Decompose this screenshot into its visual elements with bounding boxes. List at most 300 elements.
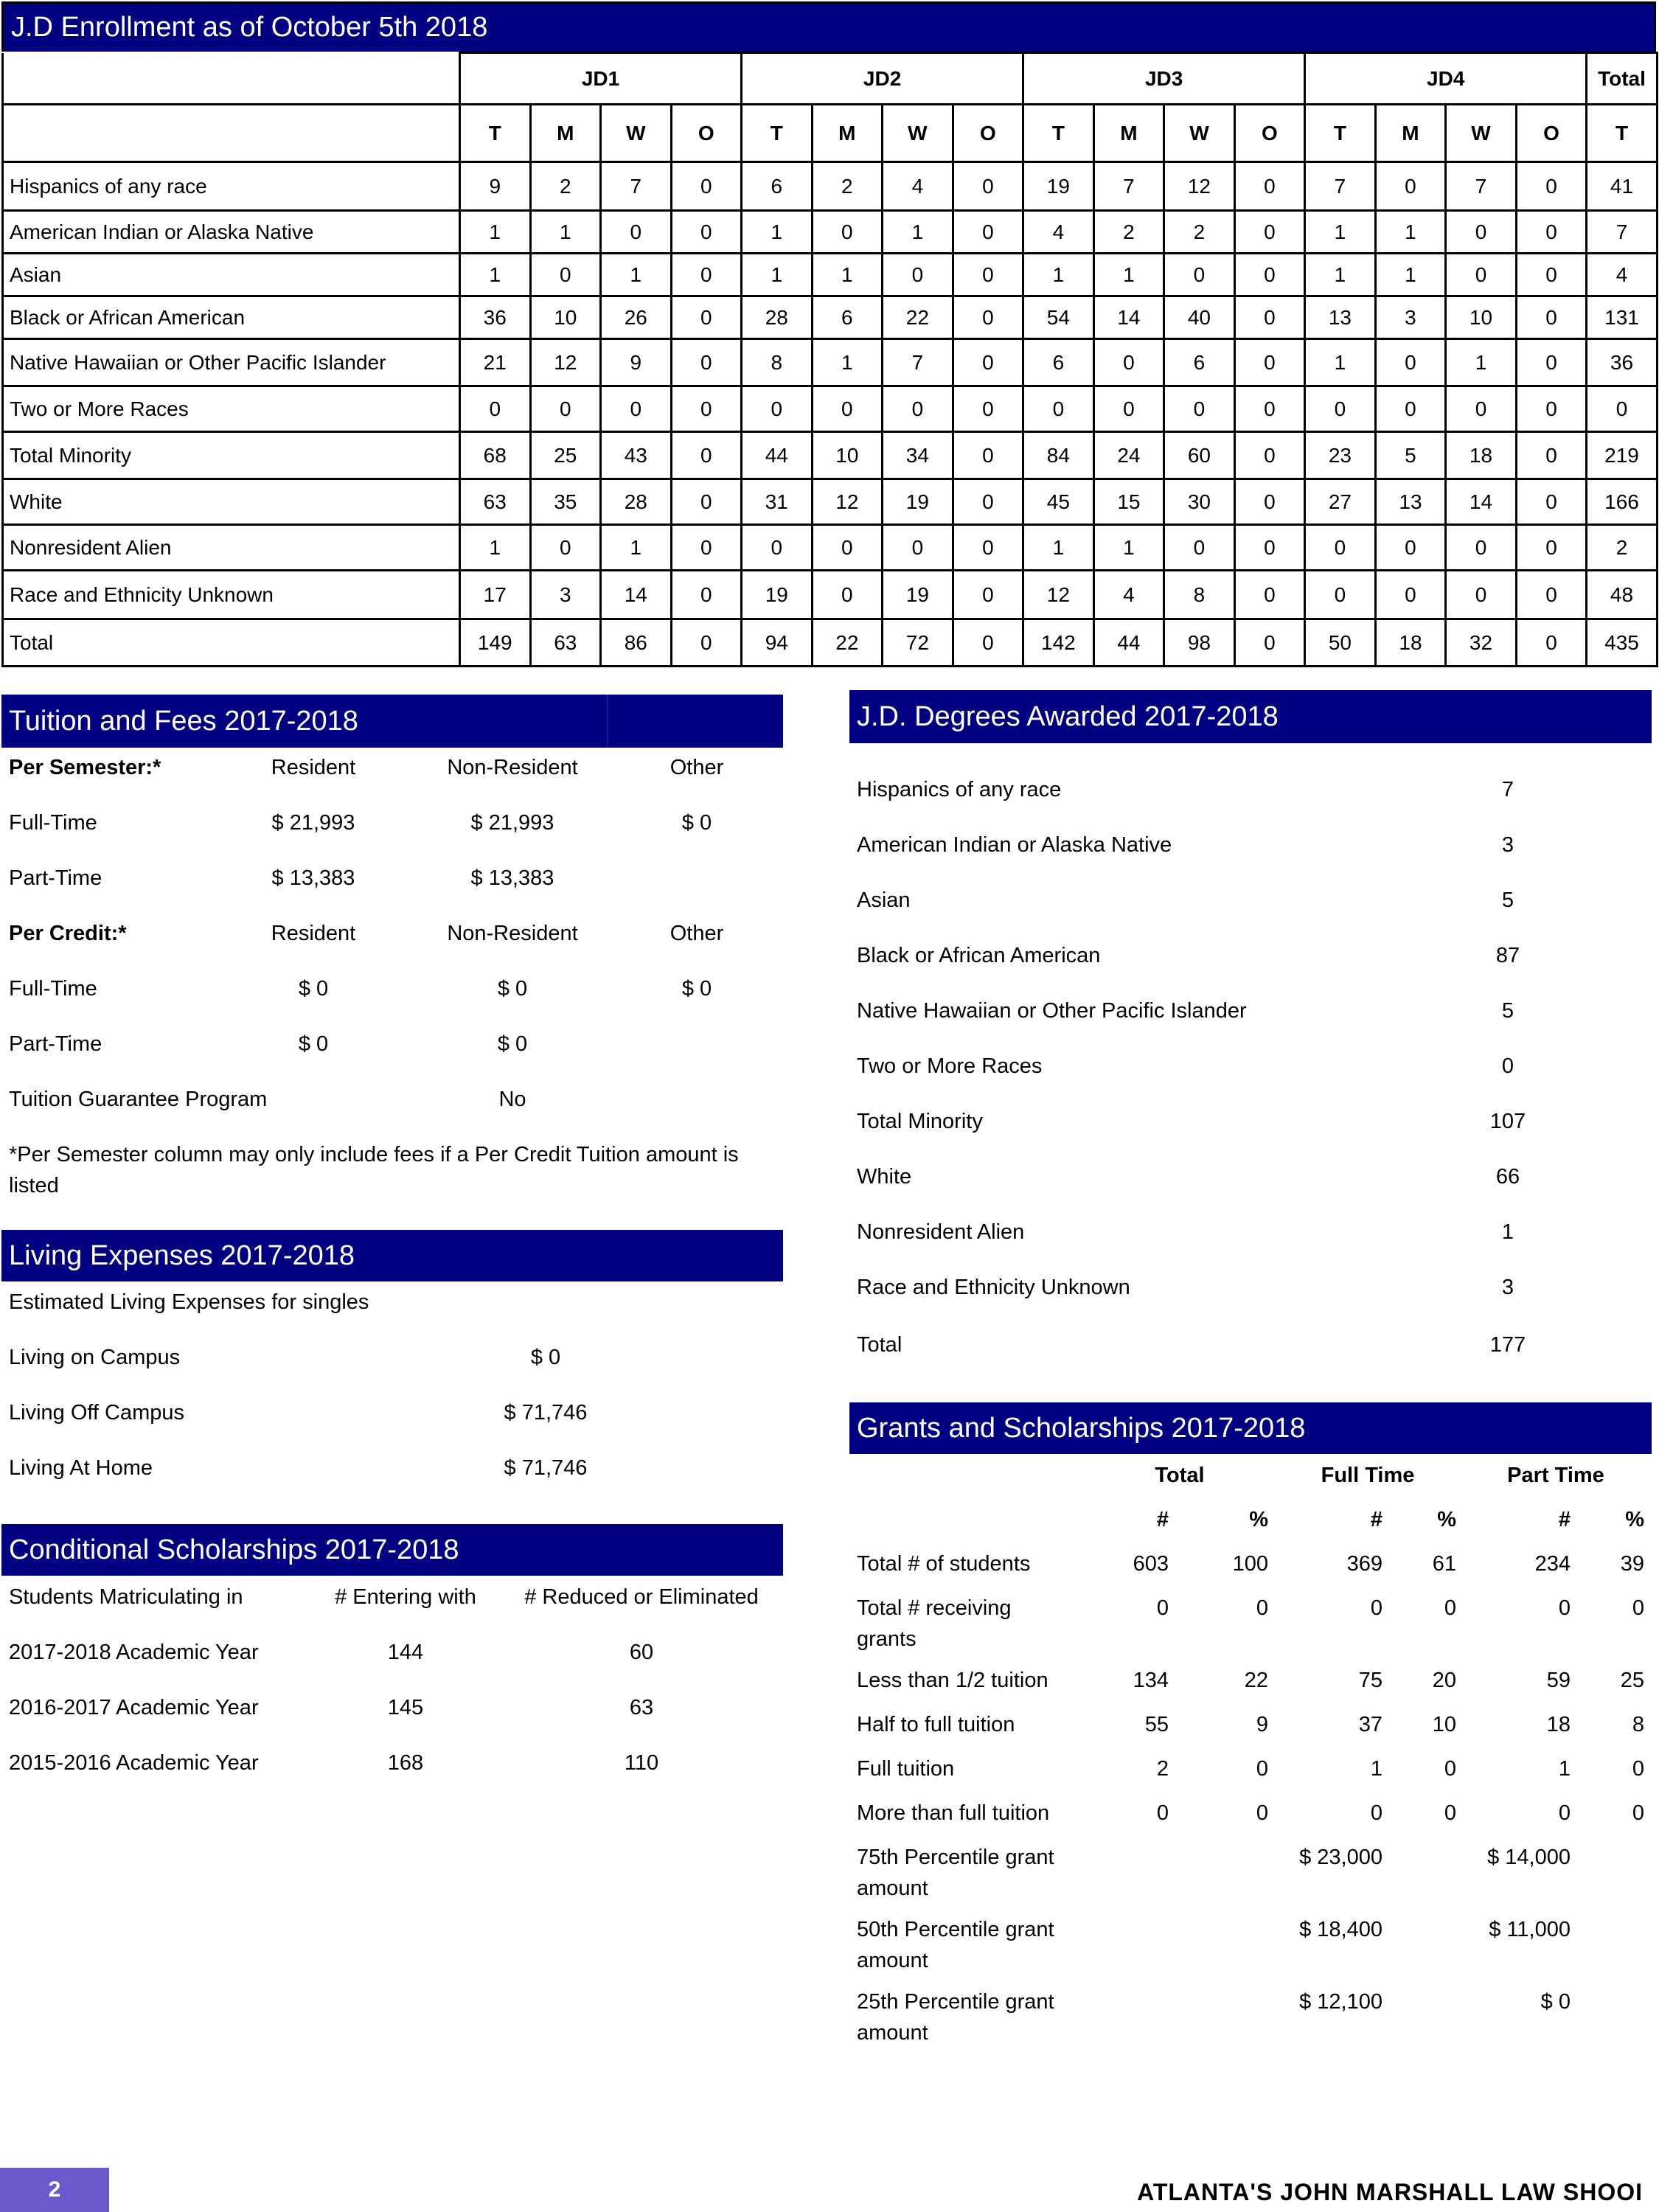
tuition-col-other: Other <box>669 922 724 945</box>
enrollment-cell: 0 <box>1516 479 1587 525</box>
enrollment-cell: 18 <box>1446 432 1517 479</box>
living-row-value: $ 71,746 <box>504 1401 588 1425</box>
enrollment-cell: 0 <box>671 296 742 339</box>
enrollment-cell: 1 <box>1093 525 1164 571</box>
footer-school-name: ATLANTA'S JOHN MARSHALL LAW SHOOI <box>1137 2179 1643 2205</box>
enrollment-row-label: Two or More Races <box>3 386 460 432</box>
grants-cell: 18 <box>1546 1713 1571 1736</box>
enrollment-cell: 0 <box>1093 386 1164 432</box>
enrollment-row-label: Asian <box>3 254 460 296</box>
enrollment-cell: 8 <box>742 339 813 386</box>
grants-cell: 75 <box>1358 1669 1382 1692</box>
enrollment-cell: 1 <box>1023 254 1094 296</box>
enrollment-subheader-cell: W <box>1446 105 1517 162</box>
enrollment-cell: 7 <box>601 162 672 211</box>
degrees-row-label: Nonresident Alien <box>857 1220 1025 1244</box>
enrollment-cell: 15 <box>1093 479 1164 525</box>
conditional-entering-value: 145 <box>387 1696 424 1719</box>
enrollment-cell: 6 <box>812 296 883 339</box>
grants-cell: 1 <box>1558 1757 1571 1781</box>
enrollment-cell: 0 <box>953 386 1023 432</box>
enrollment-cell: 9 <box>460 162 531 211</box>
grants-row-label: Total # of students <box>857 1552 1031 1576</box>
tuition-row-label: Part-Time <box>9 1032 102 1056</box>
enrollment-cell: 12 <box>1023 571 1094 619</box>
enrollment-table <box>1 52 1658 667</box>
enrollment-subheader-cell: M <box>530 105 601 162</box>
conditional-row-label: 2017-2018 Academic Year <box>9 1641 259 1664</box>
enrollment-row-label: Total Minority <box>3 432 460 479</box>
grants-cell: 20 <box>1432 1669 1456 1692</box>
enrollment-row <box>3 211 1658 254</box>
conditional-col-students: Students Matriculating in <box>9 1585 243 1609</box>
enrollment-cell: 98 <box>1164 619 1235 667</box>
grants-cell: 0 <box>1370 1596 1382 1620</box>
enrollment-cell: 0 <box>530 254 601 296</box>
enrollment-cell: 0 <box>1234 432 1305 479</box>
grants-percentile-label-cont: amount <box>857 1949 928 1972</box>
enrollment-cell: 0 <box>1516 619 1587 667</box>
enrollment-cell: 10 <box>812 432 883 479</box>
grants-group-header: Total <box>1155 1464 1205 1487</box>
enrollment-cell: 0 <box>1234 296 1305 339</box>
grants-percentile-parttime: $ 11,000 <box>1489 1918 1571 1941</box>
enrollment-cell: 0 <box>883 386 953 432</box>
enrollment-cell: 6 <box>1164 339 1235 386</box>
grants-cell: 0 <box>1256 1596 1268 1620</box>
grants-subheader: % <box>1437 1508 1456 1531</box>
grants-cell: 55 <box>1144 1713 1169 1736</box>
enrollment-cell: 131 <box>1587 296 1658 339</box>
degrees-row-value: 107 <box>1489 1110 1526 1133</box>
grants-cell: 0 <box>1558 1801 1571 1825</box>
conditional-col-reduced: # Reduced or Eliminated <box>524 1585 759 1609</box>
enrollment-subheader-cell: O <box>1234 105 1305 162</box>
enrollment-cell: 0 <box>953 211 1023 254</box>
enrollment-subheader-cell: M <box>1093 105 1164 162</box>
grants-cell: 134 <box>1133 1669 1169 1692</box>
enrollment-cell: 1 <box>1093 254 1164 296</box>
tuition-nonresident-value: $ 13,383 <box>470 866 554 890</box>
enrollment-cell: 0 <box>1446 254 1517 296</box>
enrollment-cell: 94 <box>742 619 813 667</box>
enrollment-cell: 21 <box>460 339 531 386</box>
enrollment-cell: 142 <box>1023 619 1094 667</box>
tuition-nonresident-value: $ 0 <box>497 977 528 1001</box>
enrollment-cell: 18 <box>1375 619 1446 667</box>
enrollment-group-jd2: JD2 <box>742 53 1023 105</box>
enrollment-cell: 35 <box>530 479 601 525</box>
page-number: 2 <box>48 2177 61 2202</box>
grants-cell: 1 <box>1370 1757 1382 1781</box>
enrollment-cell: 1 <box>1446 339 1517 386</box>
enrollment-cell: 1 <box>601 525 672 571</box>
enrollment-cell: 0 <box>1587 386 1658 432</box>
enrollment-corner-cell <box>3 53 460 105</box>
enrollment-cell: 0 <box>671 432 742 479</box>
grants-cell: 9 <box>1256 1713 1268 1736</box>
grants-subheader: # <box>1156 1508 1169 1531</box>
enrollment-cell: 0 <box>1234 211 1305 254</box>
grants-percentile-fulltime: $ 18,400 <box>1299 1918 1382 1941</box>
enrollment-row <box>3 619 1658 667</box>
enrollment-row <box>3 162 1658 211</box>
enrollment-cell: 19 <box>742 571 813 619</box>
enrollment-group-jd4: JD4 <box>1305 53 1587 105</box>
enrollment-row <box>3 296 1658 339</box>
enrollment-cell: 14 <box>1093 296 1164 339</box>
grants-cell: 25 <box>1620 1669 1644 1692</box>
enrollment-row-label: Black or African American <box>3 296 460 339</box>
enrollment-row-label: Nonresident Alien <box>3 525 460 571</box>
enrollment-cell: 19 <box>883 479 953 525</box>
enrollment-cell: 0 <box>953 339 1023 386</box>
conditional-entering-value: 144 <box>387 1641 424 1664</box>
enrollment-cell: 7 <box>883 339 953 386</box>
enrollment-cell: 0 <box>1234 339 1305 386</box>
grants-percentile-parttime: $ 0 <box>1540 1990 1571 2014</box>
enrollment-cell: 0 <box>671 479 742 525</box>
grants-cell: 61 <box>1432 1552 1456 1576</box>
degrees-row-value: 5 <box>1501 999 1514 1023</box>
tuition-col-resident: Resident <box>271 922 356 945</box>
enrollment-cell: 2 <box>812 162 883 211</box>
enrollment-cell: 5 <box>1375 432 1446 479</box>
grants-percentile-label: 50th Percentile grant <box>857 1918 1054 1941</box>
grants-row-label: Less than 1/2 tuition <box>857 1669 1048 1692</box>
enrollment-cell: 1 <box>1375 254 1446 296</box>
tuition-guarantee-value: No <box>498 1088 526 1111</box>
enrollment-cell: 4 <box>883 162 953 211</box>
enrollment-cell: 0 <box>953 479 1023 525</box>
enrollment-cell: 41 <box>1587 162 1658 211</box>
enrollment-cell: 0 <box>1446 525 1517 571</box>
enrollment-subheader-cell: T <box>1587 105 1658 162</box>
enrollment-cell: 44 <box>742 432 813 479</box>
degrees-row-label: Two or More Races <box>857 1054 1043 1078</box>
enrollment-row <box>3 525 1658 571</box>
enrollment-cell: 0 <box>742 525 813 571</box>
enrollment-cell: 63 <box>460 479 531 525</box>
enrollment-title-bar <box>1 1 1656 52</box>
degrees-row-value: 66 <box>1495 1165 1520 1189</box>
enrollment-cell: 0 <box>1516 254 1587 296</box>
tuition-title-bar <box>1 695 783 748</box>
enrollment-cell: 31 <box>742 479 813 525</box>
enrollment-cell: 26 <box>601 296 672 339</box>
enrollment-cell: 7 <box>1093 162 1164 211</box>
enrollment-cell: 0 <box>671 386 742 432</box>
enrollment-subheader-cell: W <box>1164 105 1235 162</box>
enrollment-cell: 0 <box>812 571 883 619</box>
enrollment-cell: 0 <box>1516 296 1587 339</box>
enrollment-cell: 14 <box>601 571 672 619</box>
enrollment-cell: 0 <box>953 296 1023 339</box>
enrollment-cell: 54 <box>1023 296 1094 339</box>
enrollment-cell: 0 <box>1375 525 1446 571</box>
grants-cell: 0 <box>1370 1801 1382 1825</box>
grants-cell: 0 <box>1156 1596 1169 1620</box>
enrollment-cell: 0 <box>812 386 883 432</box>
grants-row-label: Total # receiving <box>857 1596 1012 1620</box>
enrollment-cell: 7 <box>1446 162 1517 211</box>
degrees-row-label: Native Hawaiian or Other Pacific Islander <box>857 999 1247 1023</box>
enrollment-cell: 48 <box>1587 571 1658 619</box>
enrollment-subheader-cell: T <box>742 105 813 162</box>
tuition-resident-value: $ 13,383 <box>271 866 355 890</box>
tuition-col-resident: Resident <box>271 756 356 779</box>
tuition-row-label: Part-Time <box>9 866 102 890</box>
enrollment-row-label: American Indian or Alaska Native <box>3 211 460 254</box>
enrollment-cell: 8 <box>1164 571 1235 619</box>
tuition-nonresident-value: $ 21,993 <box>470 811 554 835</box>
enrollment-cell: 0 <box>460 386 531 432</box>
grants-cell: 37 <box>1358 1713 1382 1736</box>
enrollment-cell: 23 <box>1305 432 1376 479</box>
enrollment-cell: 1 <box>1305 254 1376 296</box>
enrollment-group-jd3: JD3 <box>1023 53 1305 105</box>
enrollment-cell: 0 <box>1516 525 1587 571</box>
grants-group-header: Full Time <box>1321 1464 1415 1487</box>
enrollment-cell: 2 <box>1587 525 1658 571</box>
living-title: Living Expenses 2017-2018 <box>9 1239 355 1271</box>
enrollment-cell: 0 <box>671 525 742 571</box>
enrollment-cell: 0 <box>953 571 1023 619</box>
enrollment-cell: 0 <box>1375 571 1446 619</box>
enrollment-cell: 0 <box>1446 571 1517 619</box>
enrollment-cell: 0 <box>1516 211 1587 254</box>
conditional-row-label: 2015-2016 Academic Year <box>9 1751 259 1775</box>
enrollment-cell: 0 <box>671 571 742 619</box>
enrollment-cell: 0 <box>601 211 672 254</box>
tuition-nonresident-value: $ 0 <box>497 1032 528 1056</box>
tuition-footnote-line2: listed <box>9 1174 59 1197</box>
tuition-resident-value: $ 0 <box>298 1032 329 1056</box>
enrollment-cell: 12 <box>812 479 883 525</box>
enrollment-row <box>3 432 1658 479</box>
enrollment-cell: 12 <box>530 339 601 386</box>
enrollment-cell: 17 <box>460 571 531 619</box>
enrollment-cell: 0 <box>953 432 1023 479</box>
enrollment-cell: 0 <box>530 386 601 432</box>
grants-percentile-fulltime: $ 23,000 <box>1299 1846 1382 1869</box>
enrollment-cell: 86 <box>601 619 672 667</box>
enrollment-cell: 3 <box>530 571 601 619</box>
grants-row-label: More than full tuition <box>857 1801 1050 1825</box>
conditional-row-label: 2016-2017 Academic Year <box>9 1696 259 1719</box>
grants-cell: 100 <box>1232 1552 1268 1576</box>
enrollment-subheader-cell: T <box>1305 105 1376 162</box>
enrollment-cell: 30 <box>1164 479 1235 525</box>
living-row-label: Living Off Campus <box>9 1401 185 1425</box>
enrollment-cell: 3 <box>1375 296 1446 339</box>
enrollment-group-total: Total <box>1587 53 1658 105</box>
enrollment-cell: 19 <box>883 571 953 619</box>
tuition-section-label: Per Credit:* <box>9 922 127 945</box>
enrollment-cell: 0 <box>601 386 672 432</box>
grants-title-bar <box>849 1402 1652 1454</box>
enrollment-cell: 0 <box>1234 479 1305 525</box>
enrollment-cell: 10 <box>530 296 601 339</box>
enrollment-cell: 50 <box>1305 619 1376 667</box>
enrollment-cell: 1 <box>812 339 883 386</box>
enrollment-cell: 28 <box>742 296 813 339</box>
degrees-row-label: Asian <box>857 888 911 912</box>
enrollment-cell: 0 <box>812 525 883 571</box>
grants-cell: 0 <box>1156 1801 1169 1825</box>
grants-cell: 0 <box>1256 1757 1268 1781</box>
grants-row-label-cont: grants <box>857 1627 917 1651</box>
grants-row-label: Half to full tuition <box>857 1713 1015 1736</box>
degrees-row-value: 87 <box>1495 944 1520 967</box>
enrollment-cell: 0 <box>1305 386 1376 432</box>
grants-percentile-fulltime: $ 12,100 <box>1299 1990 1382 2014</box>
grants-cell: 234 <box>1534 1552 1571 1576</box>
enrollment-row-label: Native Hawaiian or Other Pacific Islander <box>3 339 460 386</box>
grants-percentile-label: 25th Percentile grant <box>857 1990 1054 2014</box>
enrollment-cell: 1 <box>601 254 672 296</box>
grants-cell: 2 <box>1156 1757 1169 1781</box>
enrollment-cell: 0 <box>1234 619 1305 667</box>
grants-cell: 0 <box>1558 1596 1571 1620</box>
grants-cell: 0 <box>1444 1757 1456 1781</box>
degrees-row-value: 1 <box>1501 1220 1514 1244</box>
enrollment-row-label: White <box>3 479 460 525</box>
enrollment-cell: 0 <box>883 525 953 571</box>
enrollment-cell: 0 <box>1164 525 1235 571</box>
enrollment-subheader-cell: O <box>1516 105 1587 162</box>
grants-cell: 59 <box>1546 1669 1571 1692</box>
enrollment-cell: 1 <box>1305 339 1376 386</box>
conditional-reduced-value: 60 <box>629 1641 654 1664</box>
enrollment-cell: 0 <box>1305 525 1376 571</box>
grants-cell: 0 <box>1444 1596 1456 1620</box>
enrollment-cell: 40 <box>1164 296 1235 339</box>
enrollment-cell: 22 <box>812 619 883 667</box>
enrollment-cell: 0 <box>953 254 1023 296</box>
conditional-title: Conditional Scholarships 2017-2018 <box>9 1534 459 1565</box>
enrollment-cell: 0 <box>1234 162 1305 211</box>
enrollment-cell: 36 <box>1587 339 1658 386</box>
enrollment-cell: 7 <box>1305 162 1376 211</box>
grants-cell: 0 <box>1444 1801 1456 1825</box>
enrollment-cell: 1 <box>1305 211 1376 254</box>
degrees-title: J.D. Degrees Awarded 2017-2018 <box>857 700 1279 732</box>
enrollment-cell: 0 <box>1234 571 1305 619</box>
enrollment-cell: 43 <box>601 432 672 479</box>
degrees-row-label: Black or African American <box>857 944 1101 967</box>
living-row-value: $ 0 <box>530 1346 561 1369</box>
enrollment-cell: 45 <box>1023 479 1094 525</box>
degrees-row-value: 177 <box>1489 1333 1526 1357</box>
grants-subheader: % <box>1625 1508 1644 1531</box>
enrollment-cell: 0 <box>1516 432 1587 479</box>
enrollment-cell: 63 <box>530 619 601 667</box>
enrollment-cell: 13 <box>1375 479 1446 525</box>
enrollment-cell: 28 <box>601 479 672 525</box>
grants-cell: 603 <box>1133 1552 1169 1576</box>
enrollment-cell: 1 <box>1023 525 1094 571</box>
enrollment-cell: 84 <box>1023 432 1094 479</box>
enrollment-cell: 14 <box>1446 479 1517 525</box>
enrollment-subheader-cell: O <box>953 105 1023 162</box>
degrees-row-value: 3 <box>1501 833 1514 857</box>
enrollment-cell: 0 <box>530 525 601 571</box>
grants-cell: 22 <box>1244 1669 1268 1692</box>
enrollment-row-label: Total <box>3 619 460 667</box>
enrollment-cell: 0 <box>1093 339 1164 386</box>
enrollment-cell: 6 <box>742 162 813 211</box>
degrees-title-bar <box>849 690 1652 743</box>
enrollment-row <box>3 254 1658 296</box>
enrollment-cell: 0 <box>812 211 883 254</box>
tuition-title: Tuition and Fees 2017-2018 <box>9 705 358 737</box>
enrollment-cell: 1 <box>530 211 601 254</box>
enrollment-row-label: Hispanics of any race <box>3 162 460 211</box>
living-title-bar <box>1 1230 783 1281</box>
enrollment-cell: 44 <box>1093 619 1164 667</box>
enrollment-cell: 149 <box>460 619 531 667</box>
enrollment-cell: 68 <box>460 432 531 479</box>
enrollment-cell: 1 <box>1375 211 1446 254</box>
enrollment-subheader-row <box>3 105 1658 162</box>
enrollment-cell: 0 <box>1516 162 1587 211</box>
enrollment-cell: 0 <box>671 339 742 386</box>
conditional-entering-value: 168 <box>387 1751 424 1775</box>
enrollment-cell: 0 <box>953 525 1023 571</box>
enrollment-subheader-cell: O <box>671 105 742 162</box>
grants-cell: 369 <box>1346 1552 1382 1576</box>
conditional-title-bar <box>1 1524 783 1576</box>
enrollment-cell: 0 <box>1446 211 1517 254</box>
grants-cell: 39 <box>1620 1552 1644 1576</box>
enrollment-cell: 0 <box>1375 162 1446 211</box>
grants-cell: 0 <box>1632 1757 1644 1781</box>
enrollment-cell: 4 <box>1587 254 1658 296</box>
enrollment-cell: 1 <box>742 211 813 254</box>
degrees-row-label: White <box>857 1165 912 1189</box>
enrollment-cell: 1 <box>812 254 883 296</box>
conditional-reduced-value: 63 <box>629 1696 654 1719</box>
enrollment-cell: 13 <box>1305 296 1376 339</box>
enrollment-row <box>3 571 1658 619</box>
grants-title: Grants and Scholarships 2017-2018 <box>857 1412 1306 1444</box>
enrollment-row <box>3 339 1658 386</box>
page-number-badge <box>0 2168 109 2212</box>
enrollment-cell: 0 <box>1305 571 1376 619</box>
enrollment-cell: 0 <box>671 254 742 296</box>
grants-percentile-label-cont: amount <box>857 1877 928 1900</box>
enrollment-cell: 0 <box>1164 386 1235 432</box>
tuition-resident-value: $ 21,993 <box>271 811 355 835</box>
enrollment-cell: 0 <box>1446 386 1517 432</box>
enrollment-cell: 0 <box>953 619 1023 667</box>
enrollment-cell: 1 <box>460 525 531 571</box>
enrollment-subheader-cell: T <box>460 105 531 162</box>
enrollment-cell: 0 <box>1023 386 1094 432</box>
grants-cell: 0 <box>1256 1801 1268 1825</box>
tuition-other-value: $ 0 <box>681 811 712 835</box>
enrollment-subheader-blank <box>3 105 460 162</box>
enrollment-cell: 27 <box>1305 479 1376 525</box>
enrollment-cell: 36 <box>460 296 531 339</box>
grants-subheader: % <box>1249 1508 1268 1531</box>
conditional-col-entering: # Entering with <box>335 1585 476 1609</box>
enrollment-cell: 0 <box>1375 386 1446 432</box>
enrollment-cell: 2 <box>1093 211 1164 254</box>
enrollment-cell: 7 <box>1587 211 1658 254</box>
degrees-row-label: Total Minority <box>857 1110 983 1133</box>
